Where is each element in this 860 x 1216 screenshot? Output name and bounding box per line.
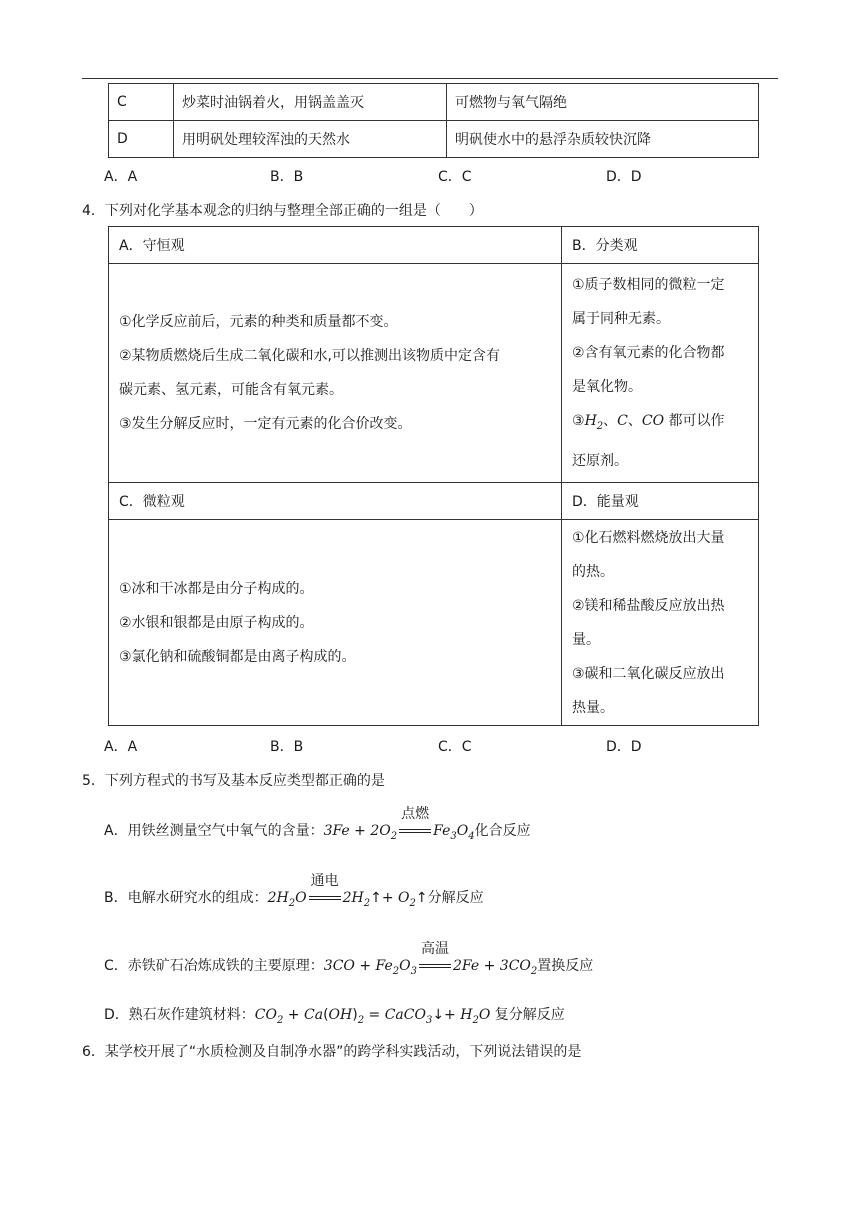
option-c[interactable]: C．C — [438, 169, 472, 185]
row-action: 炒菜时油锅着火，用锅盖盖灭 — [174, 84, 447, 121]
cell-c-title: C．微粒观 — [109, 483, 562, 520]
q5-option-d[interactable]: D．熟石灰作建筑材料：$CO_2 + Ca(OH)_2$ = CaCO$_3$↓+ $H_2O$ 复分解反应 — [104, 1007, 565, 1026]
row-reason: 可燃物与氧气隔绝 — [447, 84, 759, 121]
row-action: 用明矾处理较浑浊的天然水 — [174, 121, 447, 158]
option-a[interactable]: A．A — [104, 739, 138, 755]
option-a[interactable]: A．A — [104, 169, 138, 185]
q4-table — [108, 226, 759, 726]
q5-stem: 5．下列方程式的书写及基本反应类型都正确的是 — [82, 773, 385, 789]
cell-c-body: ①冰和干冰都是由分子构成的。 ②水银和银都是由原子构成的。 ③氯化钠和硫酸铜都是由离子构成的。 — [109, 520, 562, 726]
option-b[interactable]: B．B — [270, 739, 304, 755]
q6-stem: 6．某学校开展了“水质检测及自制净水器”的跨学科实践活动，下列说法错误的是 — [82, 1044, 582, 1060]
row-letter: C — [109, 84, 174, 121]
cell-b-body: ①质子数相同的微粒一定 属于同种无素。 ②含有氧元素的化合物都 是氧化物。 $③H_2$、C、CO 都可以作 还原剂。 — [562, 264, 759, 483]
cell-a-body: ①化学反应前后，元素的种类和质量都不变。 ②某物质燃烧后生成二氧化碳和水,可以推测出该物质中定含有 碳元素、氢元素，可能含有氧元素。 ③发生分解反应时，一定有元素的化合价改变。 — [109, 264, 562, 483]
row-letter: D — [109, 121, 174, 158]
cell-a-title: A．守恒观 — [109, 227, 562, 264]
row-reason: 明矾使水中的悬浮杂质较快沉降 — [447, 121, 759, 158]
option-b[interactable]: B．B — [270, 169, 304, 185]
q4-options — [104, 736, 744, 756]
option-d[interactable]: D．D — [606, 169, 642, 185]
table-row — [109, 121, 759, 158]
option-c[interactable]: C．C — [438, 739, 472, 755]
q4-stem: 4．下列对化学基本观念的归纳与整理全部正确的一组是（ ） — [82, 203, 483, 219]
q3-options — [104, 166, 744, 186]
q3-table-tail — [108, 83, 759, 158]
q5-option-b[interactable]: B．电解水研究水的组成：$2H_2O$ 通电 $2H_2↑+$ $O_2↑$分解反应 — [104, 873, 484, 909]
table-row — [109, 84, 759, 121]
cell-b-title: B．分类观 — [562, 227, 759, 264]
option-d[interactable]: D．D — [606, 739, 642, 755]
header-rule — [82, 78, 778, 79]
cell-d-body: ①化石燃料燃烧放出大量 的热。 ②镁和稀盐酸反应放出热 量。 ③碳和二氧化碳反应放出 热量。 — [562, 520, 759, 726]
cell-d-title: D．能量观 — [562, 483, 759, 520]
q5-option-c[interactable]: C．赤铁矿石冶炼成铁的主要原理：$3CO + Fe_2O_3$ 高温 $2Fe + 3CO_2$置换反应 — [104, 941, 594, 977]
q5-option-a[interactable]: A．用铁丝测量空气中氧气的含量：$3Fe + 2O_2$ 点燃 $Fe_3O_4$化合反应 — [104, 806, 531, 842]
